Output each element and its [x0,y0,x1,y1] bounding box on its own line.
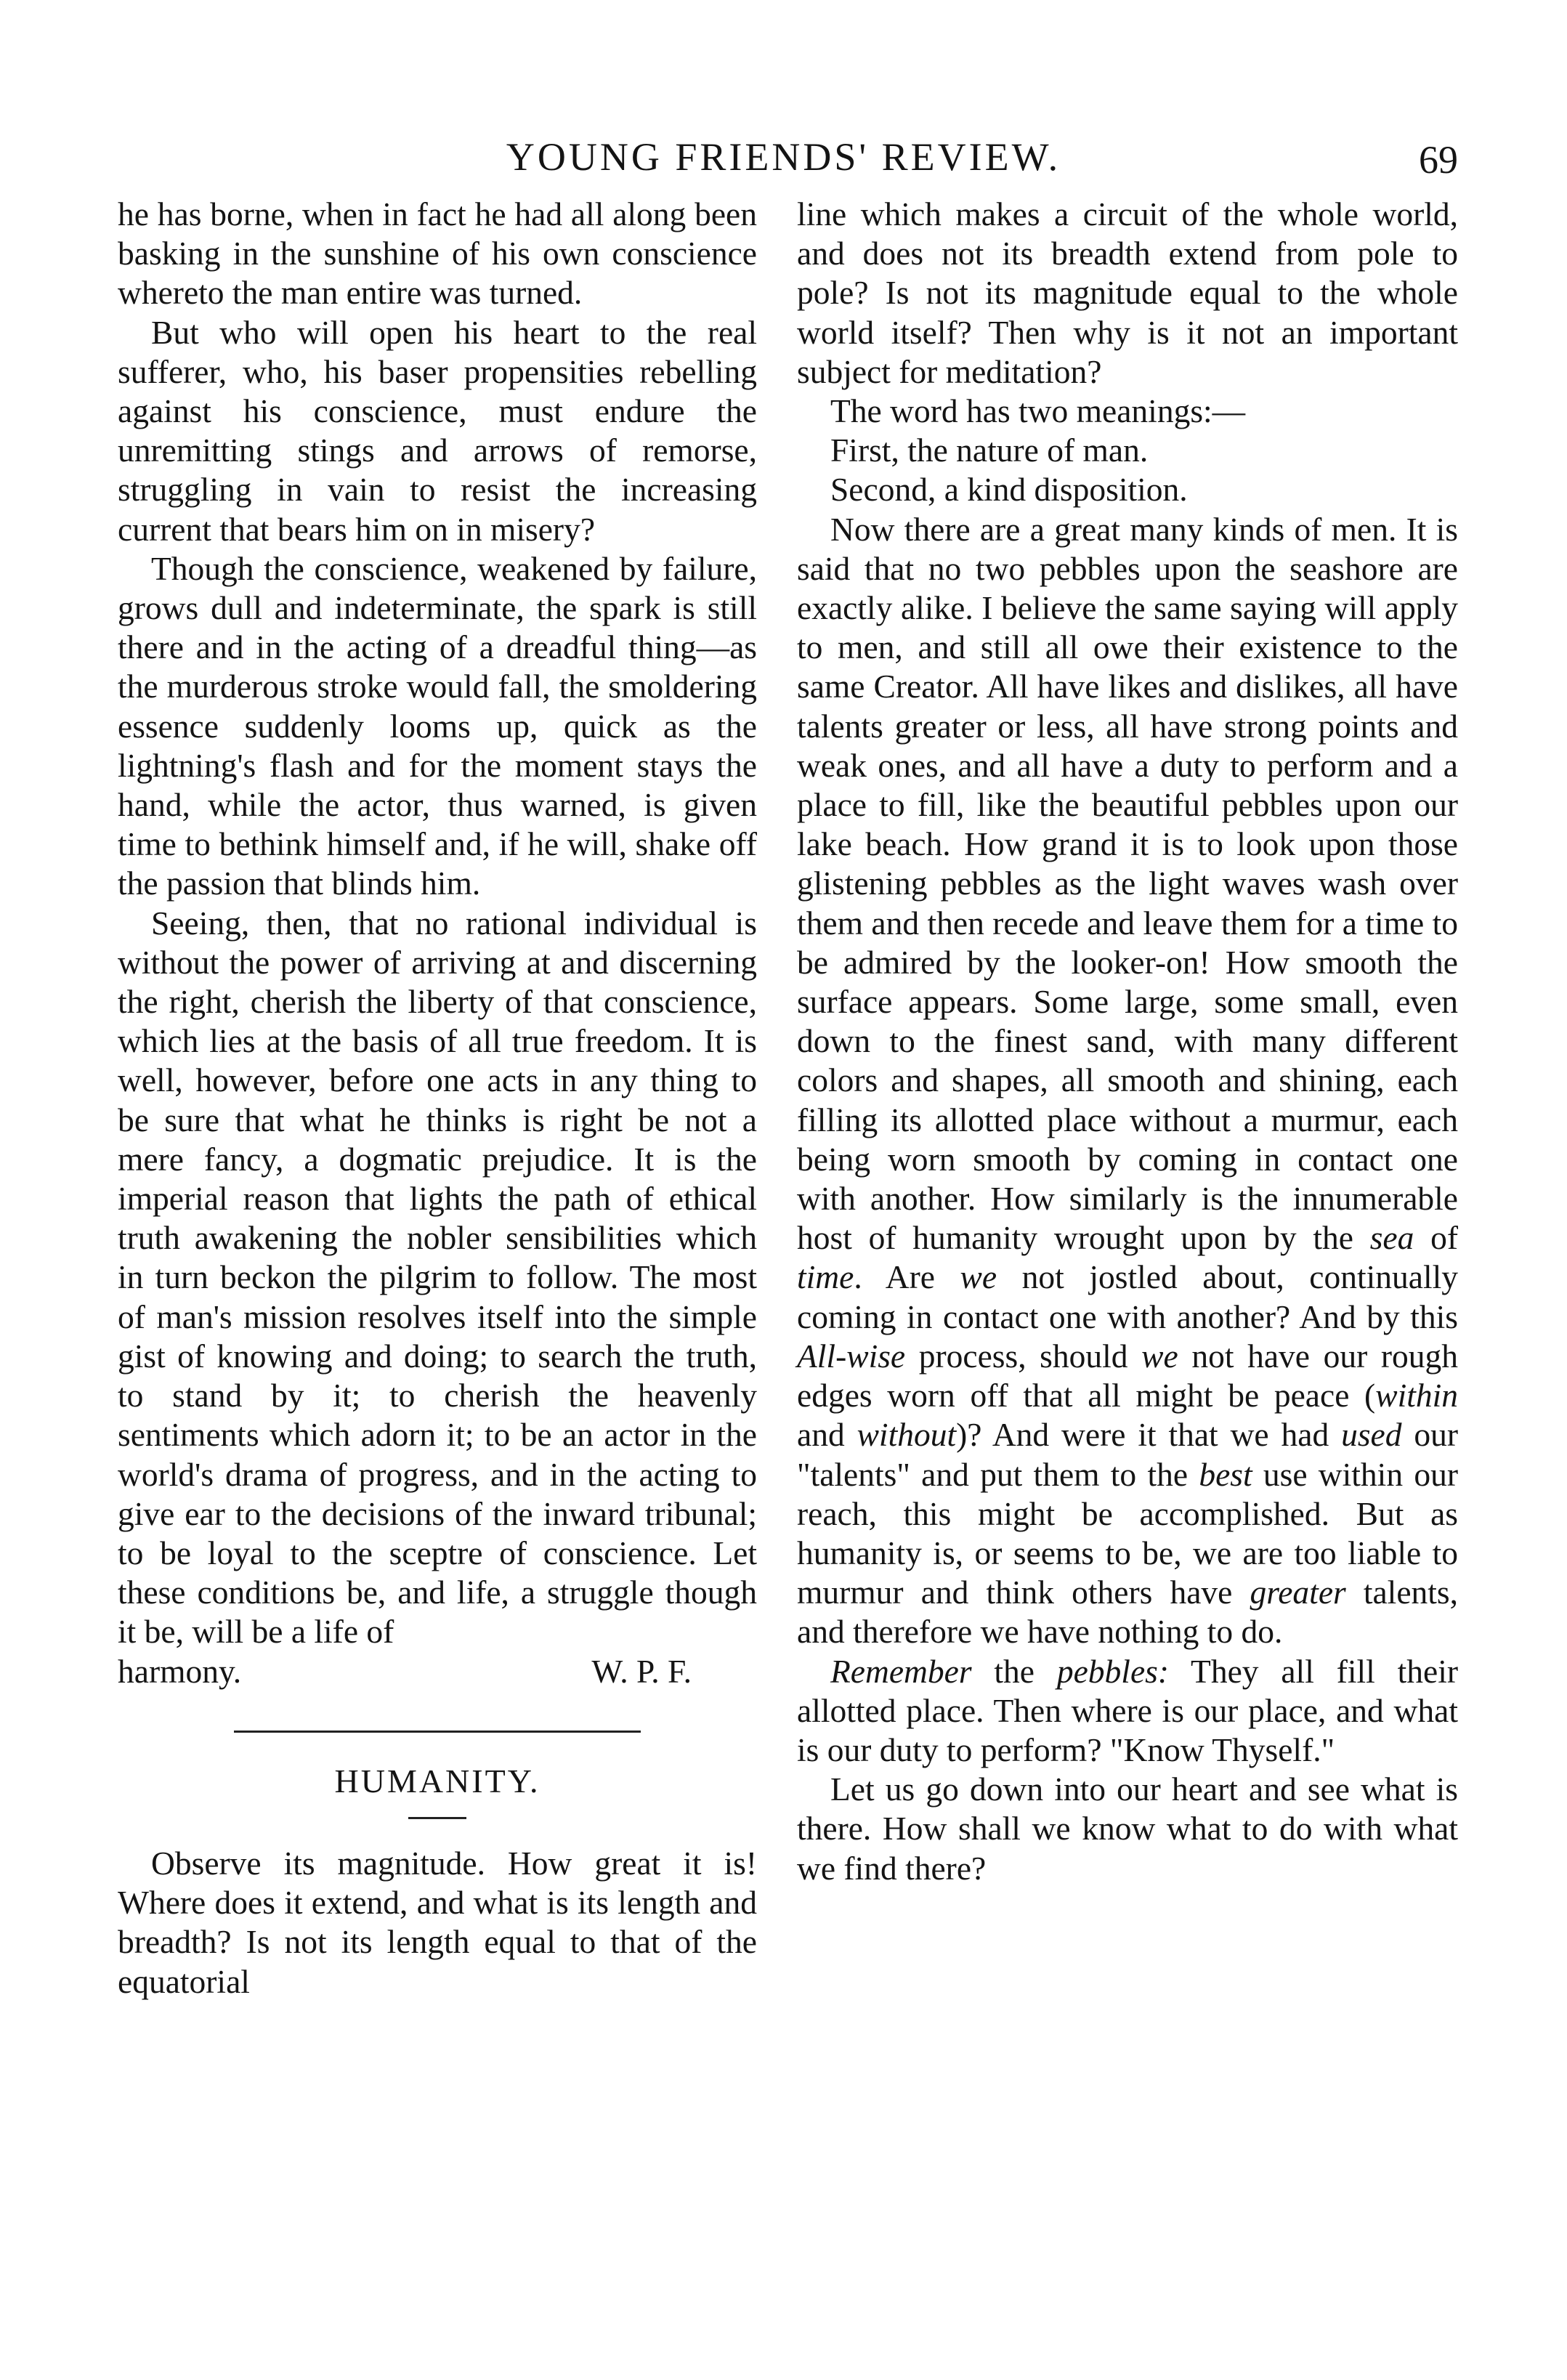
left-column [118,195,757,2001]
running-title: YOUNG FRIENDS' REVIEW. [506,135,1061,179]
emphasis: we [1141,1337,1178,1375]
text-run: not have our rough edges worn off that all might be peace ( [797,1337,1458,1414]
text-run: Now there are a great many kinds of men. It is said that no two pebbles upon the seashore are exactly alike. I believe the same saying will apply to men, and still all owe their existence to the same Creator. All have likes and dislikes, all have talents greater or less, all have strong points and weak ones, and all have a duty to perform and a place to fill, like the beautiful pebbles upon our lake beach. How grand it is to look upon those glistening pebbles as the light waves wash over them and then recede and leave them for a time to be admired by the looker-on! How smooth the surface appears. Some large, some small, even down to the finest sand, with many different colors and shapes, all smooth and shining, each filling its allotted place without a murmur, each being worn smooth by coming in contact one with another. How similarly is the innumerable host of humanity wrought upon by the [797,510,1458,1257]
paragraph: Though the conscience, weakened by failure, grows dull and indeterminate, the spark is still there and in the acting of a dreadful thing—as the murderous stroke would fall, the smoldering essence suddenly looms up, quick as the lightning's flash and for the moment stays the hand, while the actor, thus warned, is given time to bethink himself and, if he will, shake off the passion that blinds him. [118,549,757,902]
text-run: of [1414,1219,1459,1257]
paragraph [797,510,1458,1652]
closing-line [118,1652,757,1691]
emphasis: All-wise [797,1337,906,1375]
text-run: )? And were it that we had [956,1416,1342,1454]
paragraph: line which makes a circuit of the whole world, and does not its breadth extend from pole to pole? Is not its magnitude equal to the whole world itself? Then why is it not an important subject for meditation? [797,195,1458,390]
text-run: process, should [905,1337,1142,1375]
paragraph: The word has two meanings:— [830,392,1246,430]
paragraph [797,1652,1458,1770]
paragraph: Seeing, then, that no rational individual is without the power of arriving at and discerning the right, cherish the liberty of that conscience, which lies at the basis of all true freedom. It is well, however, before one acts in any thing to be sure that what he thinks is right be not a mere fancy, a dogmatic prejudice. It is the imperial reason that lights the path of ethical truth awakening the nobler sensibilities which in turn beckon the pilgrim to follow. The most of man's mission resolves itself into the simple gist of knowing and doing; to search the truth, to stand by it; to cherish the heavenly sentiments which adorn it; to be an actor in the world's drama of progress, and in the acting to give ear to the decisions of the inward tribunal; to be loyal to the sceptre of conscience. Let these conditions be, and life, a struggle though it be, will be a life of [118,904,757,1651]
emphasis: within [1375,1377,1458,1414]
text-run: talents, and therefore we have nothing to do. [797,1574,1458,1651]
emphasis: without [857,1416,957,1454]
text-run: They all fill their allotted place. Then where is our place, and what is our duty to perform? "Know Thyself." [797,1652,1458,1768]
text-run: use within our reach, this might be accomplished. But as humanity is, or seems to be, we are too liable to murmur and think others have [797,1455,1458,1611]
article-title: HUMANITY. [334,1762,540,1800]
page-number: 69 [1419,138,1458,182]
paragraph: Let us go down into our heart and see what is there. How shall we know what to do with what we find there? [797,1770,1458,1887]
paragraph: Observe its magnitude. How great it is! Where does it extend, and what is its length and breadth? Is not its length equal to that of the equatorial [118,1844,757,2000]
emphasis: best [1199,1455,1252,1493]
emphasis: sea [1369,1219,1414,1257]
paragraph: First, the nature of man. [830,432,1149,469]
emphasis: greater [1250,1574,1346,1611]
text-run: and [797,1416,857,1454]
paragraph: But who will open his heart to the real sufferer, who, his baser propensities rebelling against his conscience, must endure the unremitting stings and arrows of remorse, struggling in vain to resist the increasing current that bears him on in misery? [118,313,757,548]
right-column [797,195,1458,1888]
section-divider [234,1731,641,1733]
text-run: not jostled about, continually coming in contact one with another? And by this [797,1258,1458,1335]
emphasis: time [797,1258,854,1296]
page-header [0,134,1567,193]
paragraph: he has borne, when in fact he had all along been basking in the sunshine of his own conscience whereto the man entire was turned. [118,195,757,312]
emphasis: used [1341,1416,1402,1454]
emphasis: Remember [830,1652,972,1690]
title-rule [408,1817,466,1819]
emphasis: we [960,1258,997,1296]
text-run: our "talents" and put them to the [797,1416,1459,1493]
paragraph: Second, a kind disposition. [830,471,1188,509]
emphasis: pebbles: [1056,1652,1169,1690]
author-signature: W. P. F. [591,1652,692,1690]
closing-word: harmony. [118,1652,242,1690]
text-run: the [971,1652,1057,1690]
text-run: . Are [854,1258,960,1296]
